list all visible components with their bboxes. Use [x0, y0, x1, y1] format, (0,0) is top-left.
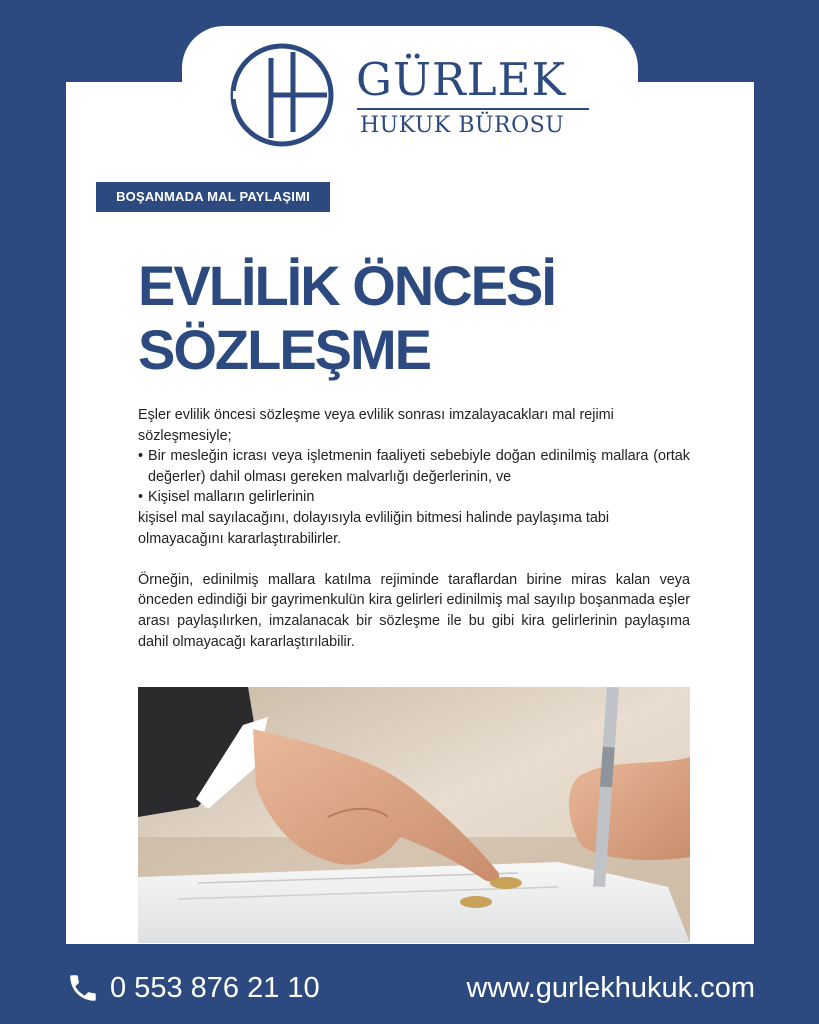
title-line-1: EVLİLİK ÖNCESİ — [138, 254, 555, 317]
example-paragraph: Örneğin, edinilmiş mallara katılma rejiminde taraflardan birine miras kalan veya önceden edindiği bir gayrimenkulün kira gelirleri edinilmiş mal sayılıp boşanmada eşler arası paylaşılırken, imzalanacak bir sözleşme ile bu gibi kira gelirlerinin paylaşıma dahil olmayacağı kararlaştırılabilir. — [138, 571, 690, 650]
brand-name: GÜRLEK — [356, 53, 567, 106]
list-item — [138, 446, 690, 487]
contract-signing-photo — [138, 687, 690, 943]
website-link[interactable]: www.gurlekhukuk.com — [466, 972, 755, 1004]
bullet-list — [138, 446, 690, 508]
brand-subtitle: HUKUK BÜROSU — [360, 113, 565, 138]
conclusion-paragraph: kişisel mal sayılacağını, dolayısıyla evliliğin bitmesi halinde paylaşıma tabi olmayacağını kararlaştırabilirler. — [138, 509, 610, 547]
article-body — [138, 405, 690, 652]
bullet-marker: • — [138, 448, 144, 465]
footer-phone[interactable] — [66, 966, 320, 1010]
title-line-2: SÖZLEŞME — [138, 318, 431, 381]
category-tag: BOŞANMADA MAL PAYLAŞIMI — [96, 182, 330, 212]
phone-number[interactable]: 0 553 876 21 10 — [110, 971, 320, 1004]
intro-paragraph: Eşler evlilik öncesi sözleşme veya evlilik sonrası imzalayacakları mal rejimi sözleşmesiyle; — [138, 407, 614, 444]
list-item-text: Bir mesleğin icrası veya işletmenin faaliyeti sebebiyle doğan edinilmiş mallara (ortak değerler) dahil olması gereken malvarlığı değerlerinin, ve — [148, 448, 690, 485]
page-title — [138, 254, 555, 382]
list-item — [138, 487, 690, 508]
list-item-text: Kişisel malların gelirlerinin — [148, 489, 315, 506]
bullet-marker: • — [138, 489, 144, 506]
brand-divider — [357, 108, 589, 110]
phone-icon — [66, 971, 100, 1005]
gh-monogram-logo-icon — [229, 42, 335, 148]
